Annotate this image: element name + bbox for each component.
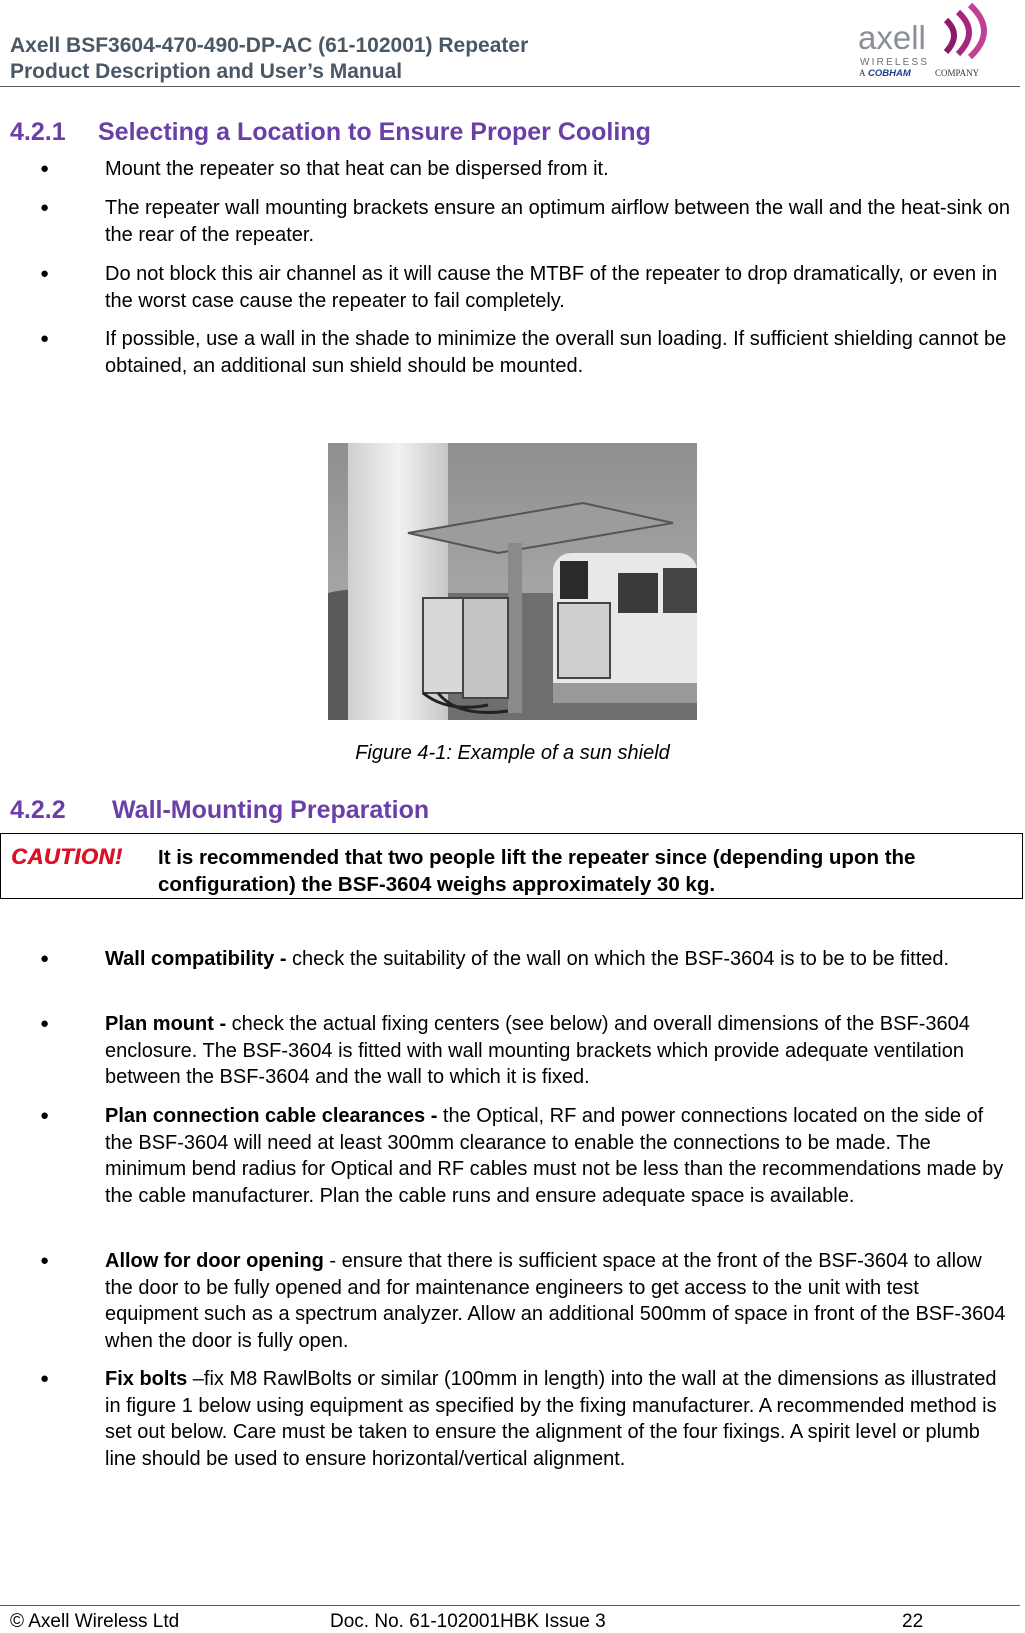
bullet-icon: ● (40, 950, 50, 967)
section-heading-4-2-1 (10, 117, 651, 147)
bullet-icon: ● (40, 199, 50, 216)
header-rule (0, 86, 1020, 87)
footer-copyright: © Axell Wireless Ltd (10, 1611, 180, 1632)
logo-cobham-text: COBHAM (868, 68, 911, 79)
list-item-text: Fix bolts –fix M8 RawlBolts or similar (100mm in length) into the wall at the dimensions as illustrated in figure 1 below using equipment as specified by the fixing manufacturer. A recommended method is set out below. Care must be taken to ensure the alignment of the four fixings. A spirit level or plumb line should be used to ensure horizontal/vertical alignment. (105, 1368, 997, 1470)
list-item-bold: Plan mount - (105, 1013, 227, 1035)
footer-page-number: 22 (902, 1611, 924, 1632)
logo-arc-2 (958, 12, 969, 54)
sun-shield-photo (328, 443, 697, 720)
list-item-text: Mount the repeater so that heat can be dispersed from it. (105, 158, 609, 180)
header-title (10, 33, 528, 85)
logo-wordmark: axell (858, 19, 926, 56)
logo-a-text: A (859, 68, 866, 78)
footer-doc-number: Doc. No. 61-102001HBK Issue 3 (330, 1611, 606, 1632)
logo-company-text: COMPANY (935, 68, 980, 78)
section-title: Selecting a Location to Ensure Proper Cooling (98, 118, 651, 146)
list-item-bold: Fix bolts (105, 1368, 188, 1390)
list-item-text: Plan mount - check the actual fixing centers (see below) and overall dimensions of the BSF-3604 enclosure. The BSF-3604 is fitted with wall mounting brackets which provide adequate ventilation between the BSF-3604 and the wall to which it is fixed. (105, 1013, 970, 1088)
caution-text: It is recommended that two people lift the repeater since (depending upon the configuration) the BSF-3604 weighs approximately 30 kg. (158, 846, 916, 896)
bullet-icon: ● (40, 1370, 50, 1387)
list-item-bold: Wall compatibility - (105, 948, 287, 970)
bullet-icon: ● (40, 160, 50, 177)
bullet-icon: ● (40, 1107, 50, 1124)
list-item-text: Plan connection cable clearances - the Optical, RF and power connections located on the side of the BSF-3604 will need at least 300mm clearance to enable the connections to be made. The minimum bend radius for Optical and RF cables must not be less than the recommendations made by the cable manufacturer. Plan the cable runs and ensure adequate space is available. (105, 1105, 1004, 1207)
list-item-text: Do not block this air channel as it will cause the MTBF of the repeater to drop dramatically, or even in the worst case cause the repeater to fail completely. (105, 263, 998, 312)
axell-wireless-logo (858, 2, 998, 82)
list-item-text: If possible, use a wall in the shade to minimize the overall sun loading. If sufficient shielding cannot be obtained, an additional sun shield should be mounted. (105, 328, 1007, 377)
bullet-icon: ● (40, 330, 50, 347)
header-title-line1: Axell BSF3604-470-490-DP-AC (61-102001) Repeater (10, 34, 529, 57)
header-title-line2: Product Description and User’s Manual (10, 60, 403, 83)
section-number: 4.2.1 (10, 118, 66, 146)
list-item-bold: Plan connection cable clearances - (105, 1105, 438, 1127)
logo-arc-3 (970, 5, 984, 57)
section-number: 4.2.2 (10, 796, 66, 824)
list-item-text: Wall compatibility - check the suitability of the wall on which the BSF-3604 is to be to be fitted. (105, 948, 950, 970)
bullet-icon: ● (40, 265, 50, 282)
list-item-text: Allow for door opening - ensure that there is sufficient space at the front of the BSF-3604 to allow the door to be fully opened and for maintenance engineers to get access to the unit with test equipment such as a spectrum analyzer. Allow an additional 500mm of space in front of the BSF-3604 when the door is fully open. (105, 1250, 1006, 1352)
footer-rule (0, 1605, 1020, 1606)
bullet-icon: ● (40, 1015, 50, 1032)
logo-arc-1 (946, 20, 954, 52)
list-item-text: The repeater wall mounting brackets ensure an optimum airflow between the wall and the heat-sink on the rear of the repeater. (105, 197, 1010, 246)
caution-box (0, 833, 1023, 899)
figure-caption: Figure 4-1: Example of a sun shield (355, 742, 670, 764)
section-heading-4-2-2 (10, 795, 429, 825)
bullet-icon: ● (40, 1252, 50, 1269)
section-title: Wall-Mounting Preparation (112, 796, 430, 824)
list-item-bold: Allow for door opening (105, 1250, 324, 1272)
caution-label: CAUTION! (11, 844, 123, 869)
sun-shield-illustration (328, 443, 697, 720)
logo-wireless-text: WIRELESS (860, 57, 930, 68)
shield-pole (508, 543, 522, 713)
